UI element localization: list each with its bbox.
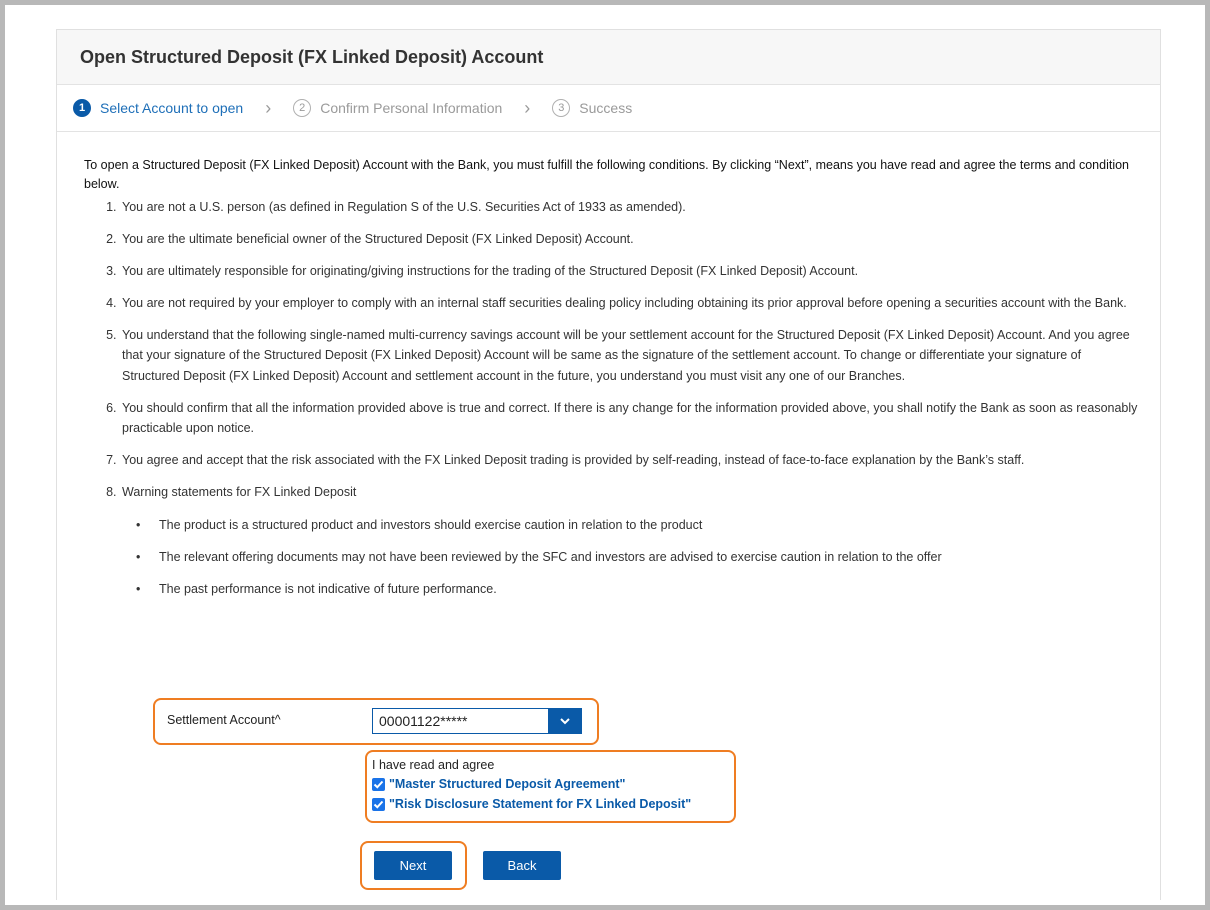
back-button[interactable]: Back (483, 851, 561, 880)
step-label: Confirm Personal Information (320, 100, 503, 116)
term-item: 3. You are ultimately responsible for originating/giving instructions for the trading of the Structured Deposit (FX Linked Deposit) Account. (120, 261, 1142, 282)
account-opening-panel (56, 29, 1161, 900)
chevron-down-icon[interactable] (548, 709, 581, 733)
agree-label: I have read and agree (372, 758, 495, 772)
checkbox-checked-icon[interactable] (372, 778, 385, 791)
settlement-account-select[interactable] (372, 708, 582, 734)
panel-header (57, 30, 1160, 85)
chevron-right-icon: › (524, 98, 531, 118)
warning-item: • The relevant offering documents may not have been reviewed by the SFC and investors are advised to exercise caution in relation to the offer (159, 547, 1142, 567)
agreement-label[interactable]: "Master Structured Deposit Agreement" (389, 777, 626, 791)
settlement-account-value: 00001122***** (379, 713, 468, 729)
account-form (57, 698, 1160, 898)
step-confirm-personal-info (293, 99, 502, 117)
progress-steps (57, 85, 1160, 132)
step-number-1: 1 (73, 99, 91, 117)
step-select-account (73, 99, 243, 117)
term-item (120, 482, 1142, 599)
step-number-3: 3 (552, 99, 570, 117)
term-item: 4. You are not required by your employer to comply with an internal staff securities dealing policy including obtaining its prior approval before opening a securities account with the Bank. (120, 293, 1142, 314)
step-label: Success (579, 100, 633, 116)
step-label: Select Account to open (100, 100, 244, 116)
term-item: 7. You agree and accept that the risk associated with the FX Linked Deposit trading is provided by self-reading, instead of face-to-face explanation by the Bank’s staff. (120, 450, 1142, 471)
step-number-2: 2 (293, 99, 311, 117)
warning-item: • The product is a structured product and investors should exercise caution in relation to the product (159, 515, 1142, 535)
term-item: 5. You understand that the following single-named multi-currency savings account will be your settlement account for the Structured Deposit (FX Linked Deposit) Account. And you agree that your signature of the Structured Deposit (FX Linked Deposit) Account will be same as the signature of the settlement account. To change or differentiate your signature of Structured Deposit (FX Linked Deposit) Account and settlement account in the future, you understand you must visit any one of our Branches. (120, 325, 1142, 387)
intro-text: To open a Structured Deposit (FX Linked Deposit) Account with the Bank, you must fulfill the following conditions. By clicking “Next”, means you have read and agree the terms and condition below. (84, 158, 1129, 191)
agreement-label[interactable]: "Risk Disclosure Statement for FX Linked Deposit" (389, 797, 692, 811)
page-title: Open Structured Deposit (FX Linked Deposit) Account (80, 46, 544, 67)
warning-list (122, 515, 1142, 599)
term-item: 1. You are not a U.S. person (as defined in Regulation S of the U.S. Securities Act of 1933 as amended). (120, 197, 1142, 218)
settlement-account-label: Settlement Account^ (167, 713, 281, 727)
term-item-text: Warning statements for FX Linked Deposit (122, 485, 357, 499)
terms-list (84, 197, 1142, 599)
term-item: 2. You are the ultimate beneficial owner of the Structured Deposit (FX Linked Deposit) Account. (120, 229, 1142, 250)
checkbox-checked-icon[interactable] (372, 798, 385, 811)
next-button[interactable]: Next (374, 851, 452, 880)
chevron-right-icon: › (265, 98, 272, 118)
agreement-risk-disclosure[interactable] (372, 797, 691, 811)
term-item: 6. You should confirm that all the information provided above is true and correct. If there is any change for the information provided above, you shall notify the Bank as soon as reasonably practicable upon notice. (120, 398, 1142, 439)
step-success (552, 99, 632, 117)
agreement-master-structured-deposit[interactable] (372, 777, 625, 791)
terms-content (57, 156, 1160, 599)
warning-item: • The past performance is not indicative of future performance. (159, 579, 1142, 599)
